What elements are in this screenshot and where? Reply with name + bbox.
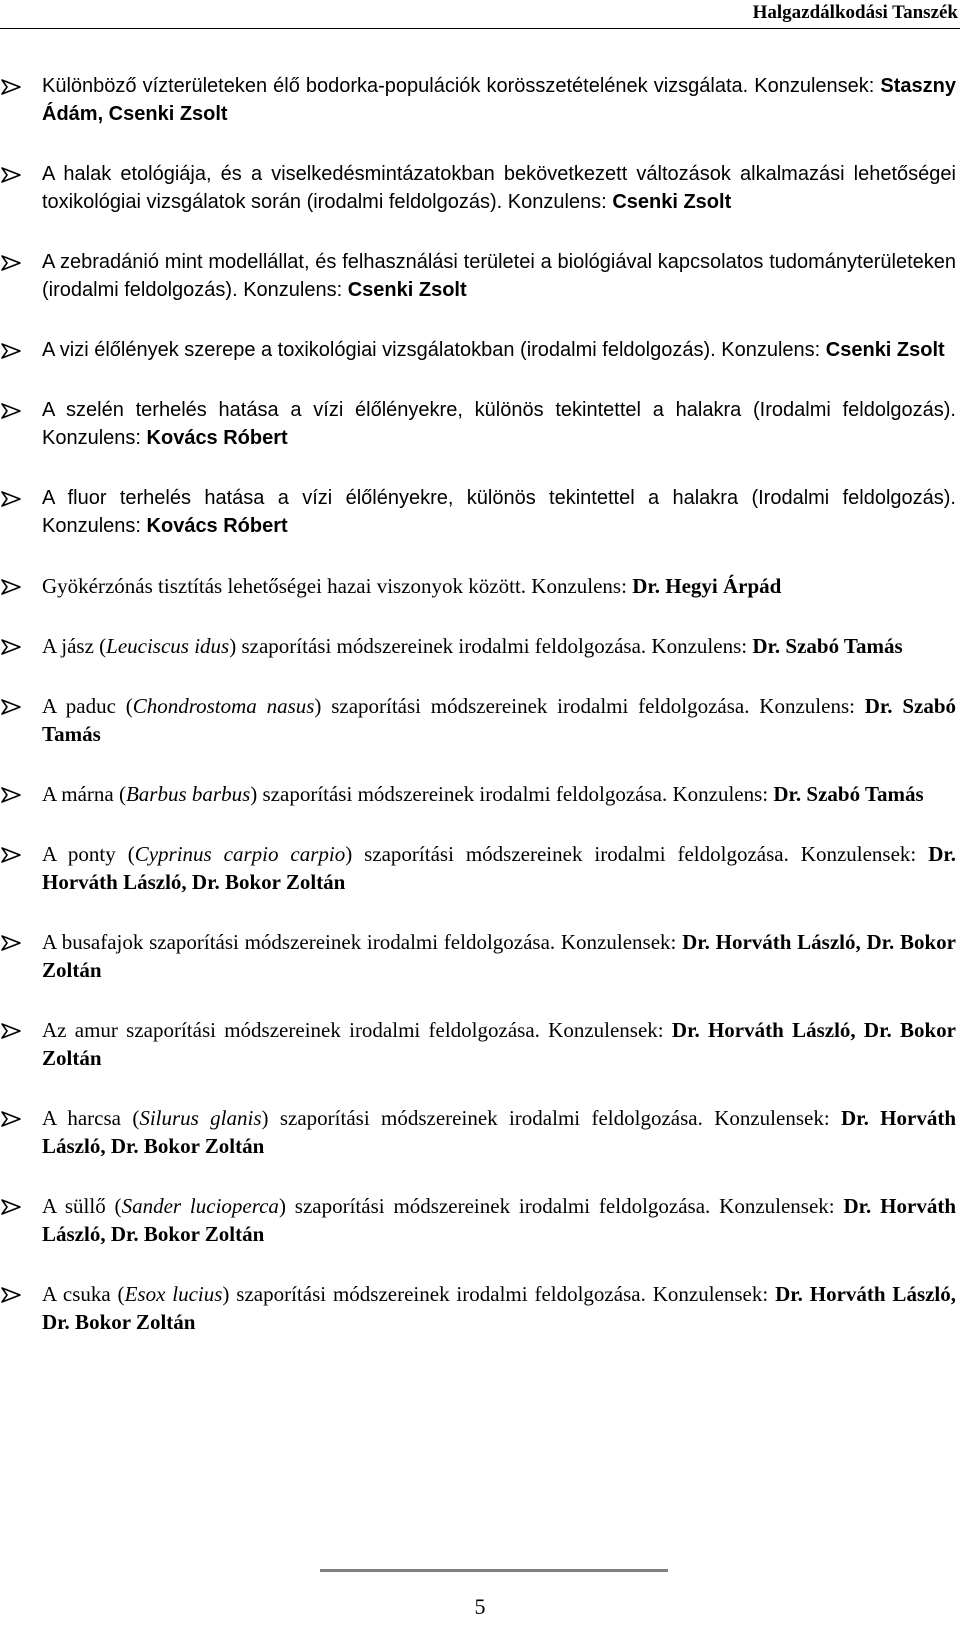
advisor-label: Konzulens: [651,634,748,658]
arrow-bullet-icon [0,1286,22,1304]
species-name: Cyprinus carpio carpio [134,842,346,866]
advisor-label: Konzulensek: [714,1106,830,1130]
advisor-names: Dr. Horváth László, Dr. Bokor Zoltán [42,1018,956,1070]
topic-suffix: ) szaporítási módszereinek irodalmi feldolgozása. [261,1106,703,1130]
topic-prefix: A paduc ( [42,694,133,718]
advisor-label: Konzulensek: [548,1018,664,1042]
topic-prefix: A márna ( [42,782,126,806]
arrow-bullet-icon [0,490,22,508]
topic-text: Az amur szaporítási módszereinek irodalmi feldolgozása. [42,1018,540,1042]
list-item [0,336,960,364]
advisor-names: Dr. Hegyi Árpád [632,574,782,598]
arrow-bullet-icon [0,254,22,272]
list-item [0,160,960,216]
arrow-bullet-icon [0,698,22,716]
topic-suffix: ) szaporítási módszereinek irodalmi feldolgozása. [314,694,750,718]
advisor-label: Konzulens: [507,191,607,213]
arrow-bullet-icon [0,1110,22,1128]
advisor-label: Konzulensek: [719,1194,835,1218]
advisor-names: Csenki Zsolt [612,191,732,213]
advisor-label: Konzulens: [42,427,141,449]
arrow-bullet-icon [0,934,22,952]
advisor-label: Konzulens: [42,515,141,537]
topic-text: A busafajok szaporítási módszereinek irodalmi feldolgozása. [42,930,556,954]
topic-text: A vizi élőlények szerepe a toxikológiai vizsgálatokban (irodalmi feldolgozás). [42,339,716,361]
advisor-label: Konzulensek: [652,1282,769,1306]
list-item [0,1104,960,1160]
list-item [0,572,960,600]
species-name: Silurus glanis [139,1106,262,1130]
arrow-bullet-icon [0,578,22,596]
arrow-bullet-icon [0,166,22,184]
arrow-bullet-icon [0,78,22,96]
list-item [0,484,960,540]
arrow-bullet-icon [0,846,22,864]
advisor-label: Konzulens: [531,574,627,598]
list-item [0,72,960,128]
page-header [0,0,960,29]
advisor-names: Staszny Ádám, Csenki Zsolt [42,75,957,125]
advisor-names: Kovács Róbert [146,515,288,537]
advisor-names: Kovács Róbert [146,427,288,449]
list-item [0,396,960,452]
page-number: 5 [474,1594,486,1619]
advisor-label: Konzulensek: [560,930,677,954]
advisor-names: Dr. Szabó Tamás [752,634,903,658]
topic-suffix: ) szaporítási módszereinek irodalmi feldolgozása. [278,1194,711,1218]
species-name: Leuciscus idus [106,634,230,658]
advisor-names: Csenki Zsolt [825,339,945,361]
advisor-names: Dr. Horváth László, Dr. Bokor Zoltán [42,930,956,982]
list-item [0,248,960,304]
advisor-label: Konzulensek: [800,842,917,866]
list-item [0,780,960,808]
topic-suffix: ) szaporítási módszereinek irodalmi feldolgozása. [222,1282,646,1306]
advisor-label: Konzulens: [672,782,769,806]
advisor-names: Dr. Szabó Tamás [773,782,924,806]
species-name: Barbus barbus [125,782,251,806]
advisor-label: Konzulens: [759,694,855,718]
list-item [0,1016,960,1072]
list-item [0,928,960,984]
header-title: Halgazdálkodási Tanszék [752,2,958,23]
footer-divider [320,1569,668,1572]
topic-prefix: A csuka ( [42,1282,125,1306]
advisor-names: Csenki Zsolt [347,279,467,301]
topic-suffix: ) szaporítási módszereinek irodalmi feldolgozása. [345,842,789,866]
arrow-bullet-icon [0,1022,22,1040]
topic-text: Különböző vízterületeken élő bodorka-populációk korösszetételének vizsgálata. [42,75,749,97]
topic-suffix: ) szaporítási módszereinek irodalmi feldolgozása. [250,782,668,806]
advisor-names: Dr. Horváth László, Dr. Bokor Zoltán [42,1106,956,1158]
arrow-bullet-icon [0,1198,22,1216]
topic-prefix: A süllő ( [42,1194,122,1218]
advisor-names: Dr. Horváth László, Dr. Bokor Zoltán [42,1194,956,1246]
topic-text: A szelén terhelés hatása a vízi élőlényekre, különös tekintettel a halakra (Irodalmi feldolgozás). [42,399,956,421]
species-name: Esox lucius [124,1282,223,1306]
topic-text: Gyökérzónás tisztítás lehetőségei hazai viszonyok között. [42,574,527,598]
topic-text: A zebradánió mint modellállat, és felhasználási területei a biológiával kapcsolatos tudományterületeken (irodalmi feldolgozás). [42,251,956,301]
arrow-bullet-icon [0,402,22,420]
list-item [0,1280,960,1336]
list-item [0,1192,960,1248]
topic-list [0,72,960,1368]
topic-prefix: A jász ( [42,634,107,658]
topic-prefix: A ponty ( [42,842,135,866]
topic-suffix: ) szaporítási módszereinek irodalmi feldolgozása. [229,634,647,658]
species-name: Sander lucioperca [121,1194,279,1218]
advisor-label: Konzulensek: [754,75,875,97]
arrow-bullet-icon [0,342,22,360]
topic-prefix: A harcsa ( [42,1106,140,1130]
advisor-label: Konzulens: [721,339,821,361]
topic-text: A halak etológiája, és a viselkedésmintázatokban bekövetkezett változások alkalmazási lehetőségei toxikológiai vizsgálatok során (irodalmi feldolgozás). [42,163,956,213]
species-name: Chondrostoma nasus [132,694,315,718]
advisor-names: Dr. Horváth László, Dr. Bokor Zoltán [42,1282,957,1334]
topic-text: A fluor terhelés hatása a vízi élőlényekre, különös tekintettel a halakra (Irodalmi feldolgozás). [42,487,956,509]
advisor-names: Dr. Szabó Tamás [42,694,957,746]
arrow-bullet-icon [0,638,22,656]
advisor-names: Dr. Horváth László, Dr. Bokor Zoltán [42,842,957,894]
list-item [0,840,960,896]
list-item [0,692,960,748]
advisor-label: Konzulens: [243,279,343,301]
arrow-bullet-icon [0,786,22,804]
list-item [0,632,960,660]
